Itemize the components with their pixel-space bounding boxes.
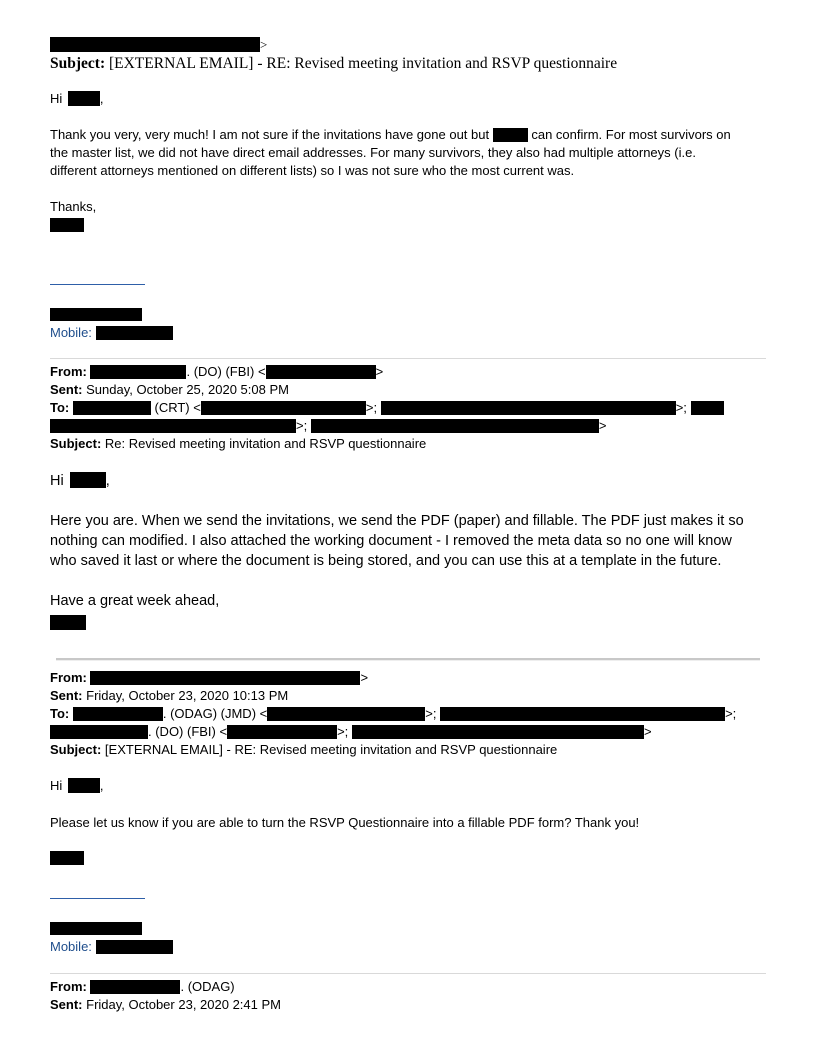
paragraph-text: can confirm. For most survivors on [531,127,731,142]
message-paragraph-line: Here you are. When we send the invitations, we send the PDF (paper) and fillable. The PDF just makes it so [50,513,744,529]
redaction-block [68,778,100,793]
angle-bracket: > [598,418,607,433]
subject-text: [EXTERNAL EMAIL] - RE: Revised meeting invitation and RSVP questionnaire [108,55,618,72]
angle-bracket: > [360,670,369,685]
to-row [50,706,736,722]
redaction-block [50,725,148,739]
redaction-block [201,401,366,415]
angle-bracket: > [643,724,652,739]
redaction-block [96,940,173,954]
sent-label: Sent: [50,997,83,1012]
redaction-block [227,725,337,739]
sent-value: Friday, October 23, 2020 2:41 PM [86,997,281,1012]
redaction-block [90,365,186,379]
redaction-block [50,37,260,52]
message-paragraph [50,127,731,143]
mobile-row [50,325,173,341]
closing: Have a great week ahead, [50,593,220,609]
signature-link[interactable] [50,284,145,285]
comma: , [105,473,110,489]
message-body: Please let us know if you are able to turn the RSVP Questionnaire into a fillable PDF form? Thank you! [50,815,640,830]
greeting-text: Hi [50,778,63,793]
redaction-block [440,707,725,721]
redaction-block [50,851,84,865]
greeting [50,778,104,794]
to-row-continued [50,418,606,434]
subject-row [50,742,557,758]
to-row-continued [50,724,652,740]
redaction-block [70,472,106,488]
subject-line [50,55,617,73]
subject-row [50,436,426,452]
divider [56,658,760,661]
subject-value: Re: Revised meeting invitation and RSVP questionnaire [104,436,427,451]
from-label: From: [50,979,87,994]
to-crt: (CRT) < [154,400,201,415]
redaction-block [493,128,528,142]
signature-link[interactable] [50,898,145,899]
message-paragraph-line: nothing can modified. I also attached the working document - I removed the meta data so no one will know [50,533,732,549]
separator: >; [425,706,437,721]
subject-label: Subject: [50,742,102,757]
redaction-block [381,401,676,415]
redaction-block [68,91,100,106]
paragraph-text: Thank you very, very much! I am not sure if the invitations have gone out but [50,127,490,142]
greeting-text: Hi [50,473,64,489]
redaction-block [50,218,84,232]
subject-label: Subject: [50,55,106,72]
divider [50,973,766,974]
message-paragraph-line: the master list, we did not have direct email addresses. For many survivors, they also had multiple attorneys (i.e. [50,145,696,160]
to-do-fbi: . (DO) (FBI) < [148,724,228,739]
separator: >; [337,724,349,739]
separator: >; [365,400,378,415]
message-paragraph-line: who saved it last or where the document is being stored, and you can use this at a template in the future. [50,553,722,569]
sent-row [50,382,289,398]
redaction-block [311,419,599,433]
redaction-block [50,308,142,321]
to-row [50,400,724,416]
to-odag: . (ODAG) (JMD) < [162,706,268,721]
redaction-block [266,365,376,379]
comma: , [99,778,104,793]
separator: >; [675,400,687,415]
redaction-block [90,980,180,994]
mobile-label: Mobile: [50,939,92,954]
separator: >; [725,706,737,721]
mobile-label: Mobile: [50,325,92,340]
mobile-row [50,939,173,955]
redaction-block [73,707,163,721]
sent-row [50,688,288,704]
sent-row [50,997,281,1013]
divider [50,358,766,359]
message-paragraph-line: different attorneys mentioned on different lists) so I was not sure who the most current was. [50,163,575,178]
from-row [50,364,383,380]
greeting-text: Hi [50,91,63,106]
sent-value: Sunday, October 25, 2020 5:08 PM [86,382,289,397]
from-label: From: [50,364,87,379]
sent-value: Friday, October 23, 2020 10:13 PM [86,688,289,703]
angle-bracket: > [260,37,268,52]
sent-label: Sent: [50,688,83,703]
redaction-block [352,725,644,739]
sent-label: Sent: [50,382,83,397]
separator: >; [296,418,308,433]
to-label: To: [50,706,70,721]
to-label: To: [50,400,70,415]
comma: , [99,91,104,106]
redaction-block [691,401,724,415]
greeting [50,471,110,491]
signoff: Thanks, [50,199,97,214]
angle-bracket: > [375,364,384,379]
from-suffix: . (DO) (FBI) < [186,364,266,379]
redaction-block [73,401,151,415]
greeting [50,91,104,107]
redaction-block [267,707,425,721]
subject-value: [EXTERNAL EMAIL] - RE: Revised meeting invitation and RSVP questionnaire [104,742,558,757]
from-label: From: [50,670,87,685]
from-suffix: . (ODAG) [180,979,235,994]
redaction-block [50,419,296,433]
redaction-block [50,922,142,935]
from-row [50,979,235,995]
redaction-block [50,615,86,630]
redaction-block [96,326,173,340]
redaction-block [90,671,360,685]
from-row [50,670,368,686]
subject-label: Subject: [50,436,102,451]
